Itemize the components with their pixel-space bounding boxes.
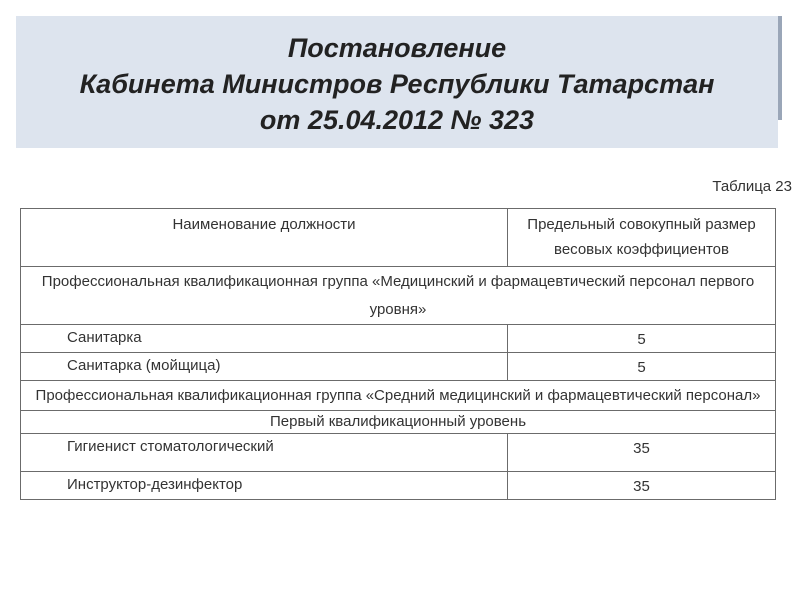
- page-title: [16, 30, 778, 138]
- title-line-2: Кабинета Министров Республики Татарстан: [79, 69, 715, 99]
- position-name: Инструктор-дезинфектор: [21, 472, 508, 500]
- coefficient-value: 5: [508, 325, 776, 353]
- header-coefficient: Предельный совокупный размер весовых коэффициентов: [508, 209, 776, 267]
- title-line-1: Постановление: [287, 33, 507, 63]
- level-1-title: Первый квалификационный уровень: [21, 411, 776, 434]
- coefficient-value: 35: [508, 472, 776, 500]
- coefficient-value: 5: [508, 353, 776, 381]
- header-position-name: Наименование должности: [21, 209, 508, 267]
- table-row: [21, 434, 776, 472]
- coefficient-value: 35: [508, 434, 776, 472]
- table-header-row: [21, 209, 776, 267]
- group-row: [21, 381, 776, 411]
- group-1-title: Профессиональная квалификационная группа «Медицинский и фармацевтический персонал первого уровня»: [21, 267, 776, 325]
- table-caption: Таблица 23: [712, 178, 792, 195]
- title-line-3: от 25.04.2012 № 323: [259, 105, 535, 135]
- position-name: Санитарка: [21, 325, 508, 353]
- position-name: Гигиенист стоматологический: [21, 434, 508, 472]
- group-2-title: Профессиональная квалификационная группа «Средний медицинский и фармацевтический персонал»: [21, 381, 776, 411]
- position-name: Санитарка (мойщица): [21, 353, 508, 381]
- table-row: [21, 325, 776, 353]
- group-row: [21, 267, 776, 325]
- level-row: [21, 411, 776, 434]
- table-row: [21, 353, 776, 381]
- coefficients-table: [20, 208, 776, 500]
- table-row: [21, 472, 776, 500]
